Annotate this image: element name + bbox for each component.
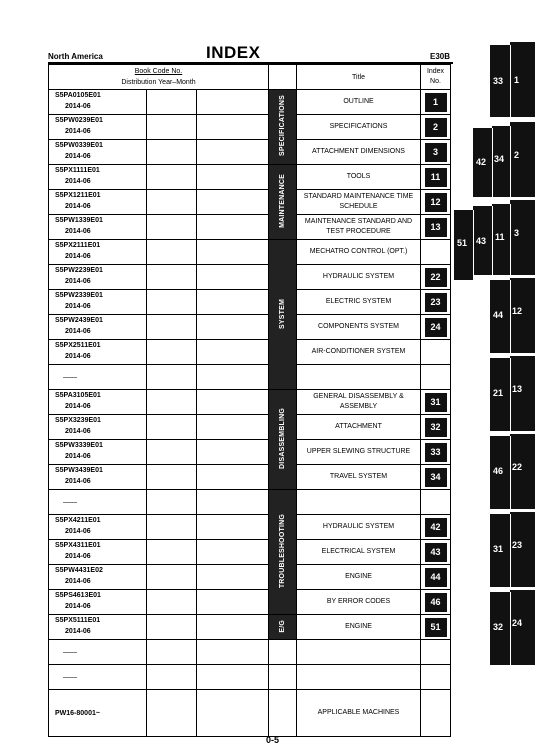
table-row <box>49 390 451 415</box>
side-tab-13: 13 <box>510 356 535 431</box>
blank-cell <box>197 265 269 290</box>
blank-cell <box>147 240 197 265</box>
code-text: S5PW3439E01 <box>55 467 103 474</box>
index-number: 43 <box>425 543 447 562</box>
year-month: 2014-06 <box>65 528 91 535</box>
section-title: OUTLINE <box>297 90 421 115</box>
year-month: 2014-06 <box>65 603 91 610</box>
section-title: ENGINE <box>297 565 421 590</box>
section-title <box>297 640 421 665</box>
blank-cell <box>269 690 297 737</box>
side-tab-1: 1 <box>510 42 535 117</box>
year-month: 2014-06 <box>65 128 91 135</box>
blank-cell <box>147 340 197 365</box>
blank-cell <box>147 215 197 240</box>
blank-cell <box>147 415 197 440</box>
blank-cell <box>147 290 197 315</box>
index-label: Index <box>426 68 445 75</box>
index-cell <box>421 390 451 415</box>
blank-cell <box>197 440 269 465</box>
book-code-label: Book Code No. <box>134 68 183 75</box>
blank-cell <box>197 665 269 690</box>
table-row <box>49 515 451 540</box>
side-tab-42: 42 <box>473 128 493 197</box>
table-row <box>49 315 451 340</box>
blank-cell <box>147 465 197 490</box>
index-cell <box>421 90 451 115</box>
index-cell <box>421 290 451 315</box>
book-code <box>49 165 147 190</box>
blank-cell <box>197 565 269 590</box>
blank-cell <box>197 115 269 140</box>
table-row <box>49 465 451 490</box>
code-text: S5PX1111E01 <box>55 167 100 174</box>
blank-cell <box>147 140 197 165</box>
year-month: 2014-06 <box>65 253 91 260</box>
blank-cell <box>147 390 197 415</box>
index-cell <box>421 165 451 190</box>
book-code <box>49 115 147 140</box>
index-cell <box>421 565 451 590</box>
year-month: 2014-06 <box>65 278 91 285</box>
book-code <box>49 190 147 215</box>
blank-cell <box>197 590 269 615</box>
blank-cell <box>147 540 197 565</box>
book-code-blank: —— <box>49 365 147 390</box>
blank-cell <box>147 515 197 540</box>
blank-cell <box>197 540 269 565</box>
index-table <box>48 64 451 737</box>
side-tab-32: 32 <box>490 592 511 665</box>
distribution-label: Distribution Year–Month <box>121 79 196 86</box>
book-code <box>49 90 147 115</box>
table-row <box>49 90 451 115</box>
blank-cell <box>147 690 197 737</box>
blank-cell <box>147 315 197 340</box>
category-maintenance: MAINTENANCE <box>269 165 297 240</box>
blank-cell <box>269 665 297 690</box>
table-row <box>49 490 451 515</box>
section-title <box>297 365 421 390</box>
book-code <box>49 290 147 315</box>
book-code <box>49 440 147 465</box>
index-number: 51 <box>425 618 447 637</box>
blank-cell <box>197 165 269 190</box>
index-cell <box>421 615 451 640</box>
section-title: SPECIFICATIONS <box>297 115 421 140</box>
code-text: S5PX4311E01 <box>55 542 101 549</box>
index-cell <box>421 240 451 265</box>
year-month: 2014-06 <box>65 353 91 360</box>
blank-cell <box>147 190 197 215</box>
index-no-label: No. <box>430 78 441 85</box>
year-month: 2014-06 <box>65 153 91 160</box>
year-month: 2014-06 <box>65 178 91 185</box>
side-tab-24: 24 <box>510 590 535 665</box>
book-code-blank: —— <box>49 490 147 515</box>
index-cell <box>421 265 451 290</box>
table-row <box>49 115 451 140</box>
blank-cell <box>197 140 269 165</box>
table-row <box>49 190 451 215</box>
code-text: S5PX5111E01 <box>55 617 101 624</box>
section-title: BY ERROR CODES <box>297 590 421 615</box>
book-code <box>49 465 147 490</box>
table-header-row <box>49 65 451 90</box>
code-text: S5PW2439E01 <box>55 317 103 324</box>
code-text: S5PW0239E01 <box>55 117 103 124</box>
index-cell <box>421 190 451 215</box>
side-tab-31: 31 <box>490 514 511 587</box>
serial-range: PW16-80001~ <box>49 690 147 737</box>
book-code <box>49 215 147 240</box>
blank-cell <box>197 390 269 415</box>
index-number: 34 <box>425 468 447 487</box>
index-number: 24 <box>425 318 447 337</box>
year-month: 2014-06 <box>65 403 91 410</box>
year-month: 2014-06 <box>65 228 91 235</box>
index-number: 1 <box>425 93 447 112</box>
table-row <box>49 440 451 465</box>
book-code <box>49 565 147 590</box>
side-tab-2: 2 <box>510 122 535 197</box>
section-title: GENERAL DISASSEMBLY & ASSEMBLY <box>297 390 421 415</box>
code-text: S5PW0339E01 <box>55 142 103 149</box>
side-tab-46: 46 <box>490 436 511 509</box>
index-cell <box>421 340 451 365</box>
table-row <box>49 540 451 565</box>
blank-cell <box>197 615 269 640</box>
section-title: COMPONENTS SYSTEM <box>297 315 421 340</box>
table-row <box>49 365 451 390</box>
index-cell <box>421 590 451 615</box>
index-cell <box>421 415 451 440</box>
index-cell <box>421 440 451 465</box>
year-month: 2014-06 <box>65 103 91 110</box>
section-title <box>297 490 421 515</box>
title-header: Title <box>297 65 421 90</box>
page-number: 0-5 <box>266 735 280 745</box>
code-text: S5PW3339E01 <box>55 442 103 449</box>
table-row <box>49 590 451 615</box>
table-row <box>49 690 451 737</box>
book-code-blank: —— <box>49 665 147 690</box>
blank-cell <box>197 340 269 365</box>
book-code <box>49 140 147 165</box>
code-text: S5PX4211E01 <box>55 517 101 524</box>
book-code <box>49 590 147 615</box>
category-troubleshooting: TROUBLESHOOTING <box>269 490 297 615</box>
table-row <box>49 140 451 165</box>
section-title: APPLICABLE MACHINES <box>297 690 421 737</box>
blank-cell <box>147 640 197 665</box>
blank-cell <box>147 165 197 190</box>
side-tab-3: 3 <box>510 200 535 275</box>
index-number: 33 <box>425 443 447 462</box>
blank-cell <box>147 615 197 640</box>
region-label: North America <box>48 52 103 61</box>
index-cell <box>421 140 451 165</box>
index-cell <box>421 690 451 737</box>
blank-cell <box>147 115 197 140</box>
blank-cell <box>197 515 269 540</box>
index-number: 11 <box>425 168 447 187</box>
blank-cell <box>197 315 269 340</box>
index-number: 31 <box>425 393 447 412</box>
category-header <box>269 65 297 90</box>
section-title: ELECTRICAL SYSTEM <box>297 540 421 565</box>
section-title: HYDRAULIC SYSTEM <box>297 265 421 290</box>
blank-cell <box>147 265 197 290</box>
code-text: S5PW1339E01 <box>55 217 103 224</box>
side-tab-23: 23 <box>510 512 535 587</box>
blank-cell <box>197 190 269 215</box>
table-row <box>49 640 451 665</box>
book-code-header <box>49 65 269 90</box>
index-cell <box>421 465 451 490</box>
year-month: 2014-06 <box>65 303 91 310</box>
year-month: 2014-06 <box>65 453 91 460</box>
index-cell <box>421 115 451 140</box>
section-title: MAINTENANCE STANDARD AND TEST PROCEDURE <box>297 215 421 240</box>
table-row <box>49 565 451 590</box>
table-row <box>49 340 451 365</box>
blank-cell <box>197 690 269 737</box>
category-system: SYSTEM <box>269 240 297 390</box>
section-title: ATTACHMENT DIMENSIONS <box>297 140 421 165</box>
section-title: AIR-CONDITIONER SYSTEM <box>297 340 421 365</box>
table-row <box>49 265 451 290</box>
book-code-blank: —— <box>49 640 147 665</box>
book-code <box>49 540 147 565</box>
blank-cell <box>197 465 269 490</box>
index-number: 12 <box>425 193 447 212</box>
section-title: TRAVEL SYSTEM <box>297 465 421 490</box>
blank-cell <box>197 240 269 265</box>
index-number: 13 <box>425 218 447 237</box>
side-tab-44: 44 <box>490 280 511 353</box>
book-code <box>49 615 147 640</box>
category-specifications: SPECIFICATIONS <box>269 90 297 165</box>
table-row <box>49 240 451 265</box>
section-title: ATTACHMENT <box>297 415 421 440</box>
section-title: MECHATRO CONTROL (OPT.) <box>297 240 421 265</box>
code-text: S5PS4613E01 <box>55 592 101 599</box>
blank-cell <box>197 415 269 440</box>
table-row <box>49 415 451 440</box>
year-month: 2014-06 <box>65 328 91 335</box>
code-text: S5PX3239E01 <box>55 417 101 424</box>
code-text: S5PA0105E01 <box>55 92 101 99</box>
blank-cell <box>147 665 197 690</box>
index-cell <box>421 365 451 390</box>
index-cell <box>421 540 451 565</box>
index-header <box>421 65 451 90</box>
blank-cell <box>197 640 269 665</box>
code-text: S5PW2339E01 <box>55 292 103 299</box>
code-text: S5PX2511E01 <box>55 342 101 349</box>
blank-cell <box>147 440 197 465</box>
category-eg: E/G <box>269 615 297 640</box>
index-cell <box>421 315 451 340</box>
code-text: S5PW4431E02 <box>55 567 103 574</box>
index-cell <box>421 490 451 515</box>
code-text: S5PA3105E01 <box>55 392 101 399</box>
model-label: E30B <box>430 52 451 61</box>
blank-cell <box>197 290 269 315</box>
book-code <box>49 415 147 440</box>
side-tab-21: 21 <box>490 358 511 431</box>
section-title <box>297 665 421 690</box>
blank-cell <box>269 640 297 665</box>
section-title: UPPER SLEWING STRUCTURE <box>297 440 421 465</box>
blank-cell <box>147 365 197 390</box>
blank-cell <box>147 490 197 515</box>
section-title: STANDARD MAINTENANCE TIME SCHEDULE <box>297 190 421 215</box>
side-tab-51: 51 <box>454 210 474 280</box>
index-number: 42 <box>425 518 447 537</box>
book-code <box>49 265 147 290</box>
index-cell <box>421 640 451 665</box>
side-tab-11: 11 <box>492 204 511 275</box>
code-text: S5PX2111E01 <box>55 242 101 249</box>
index-number: 23 <box>425 293 447 312</box>
side-tab-34: 34 <box>492 126 511 197</box>
page-title: INDEX <box>206 43 261 62</box>
side-tab-43: 43 <box>473 206 493 275</box>
blank-cell <box>197 90 269 115</box>
year-month: 2014-06 <box>65 428 91 435</box>
side-tab-33: 33 <box>490 45 511 117</box>
table-row <box>49 165 451 190</box>
year-month: 2014-06 <box>65 578 91 585</box>
blank-cell <box>197 215 269 240</box>
code-text: S5PX1211E01 <box>55 192 101 199</box>
index-number: 2 <box>425 118 447 137</box>
book-code <box>49 515 147 540</box>
book-code <box>49 315 147 340</box>
year-month: 2014-06 <box>65 628 91 635</box>
table-row <box>49 215 451 240</box>
index-number: 3 <box>425 143 447 162</box>
section-title: ENGINE <box>297 615 421 640</box>
blank-cell <box>147 90 197 115</box>
category-disassembling: DISASSEMBLING <box>269 390 297 490</box>
book-code <box>49 240 147 265</box>
table-row <box>49 290 451 315</box>
blank-cell <box>147 565 197 590</box>
side-tab-12: 12 <box>510 278 535 353</box>
table-row <box>49 615 451 640</box>
index-number: 46 <box>425 593 447 612</box>
section-title: ELECTRIC SYSTEM <box>297 290 421 315</box>
index-number: 44 <box>425 568 447 587</box>
blank-cell <box>197 490 269 515</box>
section-title: TOOLS <box>297 165 421 190</box>
index-cell <box>421 665 451 690</box>
blank-cell <box>147 590 197 615</box>
index-cell <box>421 515 451 540</box>
index-number: 32 <box>425 418 447 437</box>
book-code <box>49 340 147 365</box>
index-cell <box>421 215 451 240</box>
table-row <box>49 665 451 690</box>
year-month: 2014-06 <box>65 203 91 210</box>
side-tab-22: 22 <box>510 434 535 509</box>
section-title: HYDRAULIC SYSTEM <box>297 515 421 540</box>
year-month: 2014-06 <box>65 553 91 560</box>
year-month: 2014-06 <box>65 478 91 485</box>
code-text: S5PW2239E01 <box>55 267 103 274</box>
book-code <box>49 390 147 415</box>
blank-cell <box>197 365 269 390</box>
index-number: 22 <box>425 268 447 287</box>
